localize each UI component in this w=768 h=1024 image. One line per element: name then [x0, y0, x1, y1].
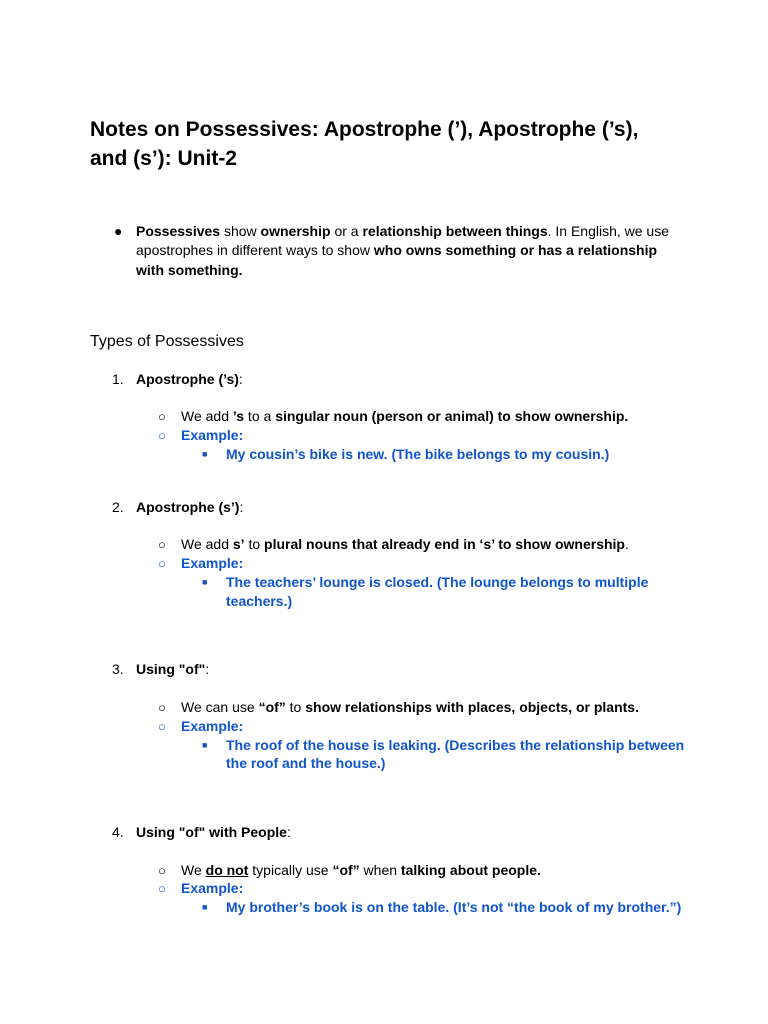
example-text-continued: the roof and the house.)	[226, 755, 386, 771]
item-label: Apostrophe (’s):	[136, 371, 243, 387]
circle-bullet-marker: ○	[158, 428, 166, 443]
circle-bullet-marker: ○	[158, 556, 166, 571]
example-label: Example:	[181, 718, 244, 734]
square-bullet-marker: ■	[202, 577, 208, 587]
circle-bullet-marker: ○	[158, 719, 166, 734]
example-label: Example:	[181, 427, 244, 443]
intro-line-3: with something.	[136, 262, 243, 278]
intro-line-1: Possessives show ownership or a relationship between things. In English, we use	[136, 223, 670, 239]
intro-line-2: apostrophes in different ways to show who owns something or has a relationship	[136, 242, 658, 258]
item-rule: We add s’ to plural nouns that already end in ‘s’ to show ownership.	[181, 536, 629, 552]
item-number: 2.	[112, 499, 124, 515]
item-rule: We add ’s to a singular noun (person or animal) to show ownership.	[181, 408, 629, 424]
example-text: The roof of the house is leaking. (Describes the relationship between	[226, 737, 685, 753]
square-bullet-marker: ■	[202, 449, 208, 459]
item-label: Using "of" with People:	[136, 824, 291, 840]
circle-bullet-marker: ○	[158, 409, 166, 424]
section-heading: Types of Possessives	[90, 333, 244, 350]
item-label: Apostrophe (s’):	[136, 499, 244, 515]
item-label: Using "of":	[136, 661, 210, 677]
item-number: 3.	[112, 661, 124, 677]
example-label: Example:	[181, 555, 244, 571]
circle-bullet-marker: ○	[158, 881, 166, 896]
circle-bullet-marker: ○	[158, 700, 166, 715]
item-number: 4.	[112, 824, 124, 840]
page-title-line-2: and (s’): Unit-2	[90, 147, 237, 170]
example-text: My brother’s book is on the table. (It’s not “the book of my brother.”)	[226, 899, 682, 915]
circle-bullet-marker: ○	[158, 863, 166, 878]
item-number: 1.	[112, 371, 124, 387]
bullet-marker: ●	[114, 223, 123, 239]
example-text-continued: teachers.)	[226, 593, 293, 609]
item-rule: We can use “of” to show relationships with places, objects, or plants.	[181, 699, 639, 715]
circle-bullet-marker: ○	[158, 537, 166, 552]
page-title-line-1: Notes on Possessives: Apostrophe (’), Apostrophe (’s),	[90, 118, 639, 141]
example-text: The teachers’ lounge is closed. (The lounge belongs to multiple	[226, 574, 649, 590]
square-bullet-marker: ■	[202, 902, 208, 912]
item-rule: We do not typically use “of” when talking about people.	[181, 862, 541, 878]
example-label: Example:	[181, 880, 244, 896]
square-bullet-marker: ■	[202, 740, 208, 750]
example-text: My cousin’s bike is new. (The bike belongs to my cousin.)	[226, 446, 610, 462]
